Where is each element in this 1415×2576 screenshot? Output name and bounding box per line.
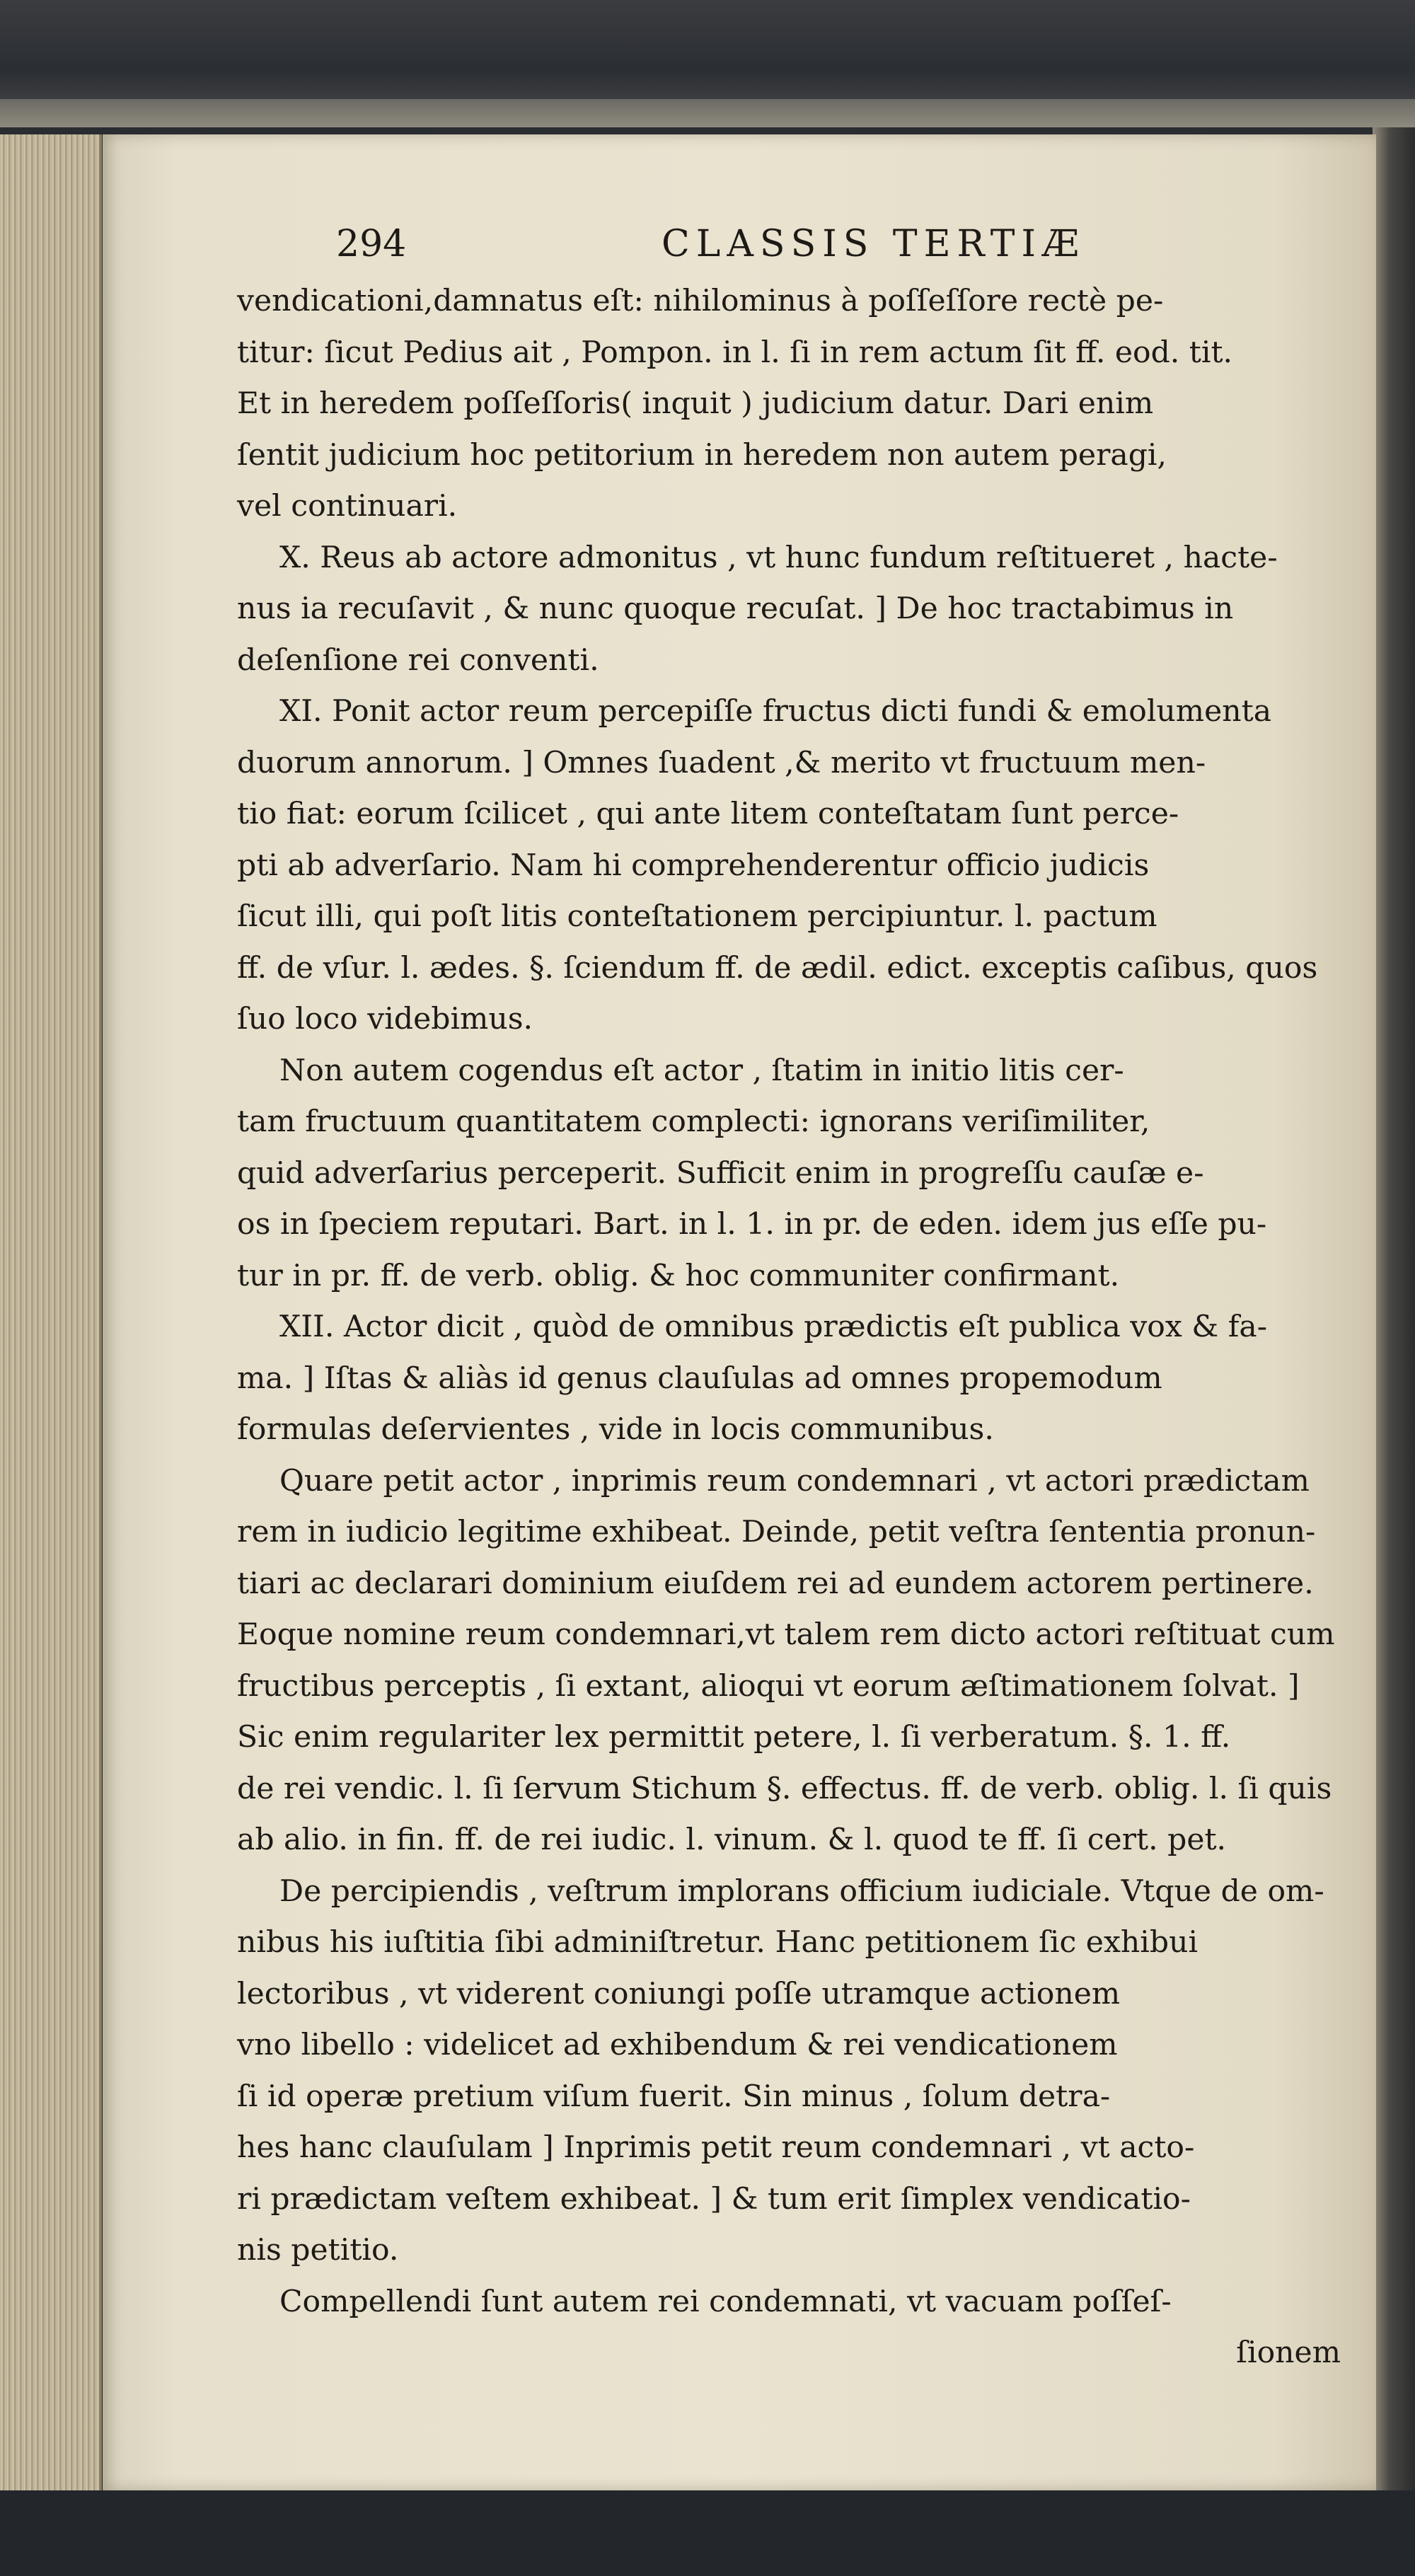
running-title: CLASSIS TERTIÆ — [662, 223, 1086, 265]
text-line: pti ab adverſario. Nam hi comprehenderentur officio judicis — [237, 848, 1150, 883]
text-line: Sic enim regulariter lex permittit petere, l. ſi verberatum. §. 1. ff. — [237, 1720, 1231, 1755]
text-line: ri prædictam veſtem exhibeat. ] & tum erit ſimplex vendicatio- — [237, 2181, 1191, 2217]
text-line: Quare petit actor , inprimis reum condemnari , vt actori prædictam — [279, 1463, 1310, 1498]
page-header — [237, 212, 1341, 276]
text-line: nibus his iuſtitia ſibi adminiſtretur. Hanc petitionem ſic exhibui — [237, 1925, 1199, 1960]
text-line: Et in heredem poſſeſſoris( inquit ) judicium datur. Dari enim — [237, 386, 1154, 421]
text-line: rem in iudicio legitime exhibeat. Deinde, petit veſtra ſententia pronun- — [237, 1515, 1316, 1549]
text-line: duorum annorum. ] Omnes ſuadent ,& merito vt fructuum men- — [237, 745, 1206, 780]
book-cover-bottom — [0, 2490, 1415, 2576]
text-line: tam fructuum quantitatem complecti: ignorans veriſimiliter, — [237, 1104, 1150, 1139]
text-line: ſicut illi, qui poſt litis conteſtationem percipiuntur. l. pactum — [237, 899, 1157, 934]
text-line: ma. ] Iſtas & aliàs id genus clauſulas ad omnes propemodum — [237, 1361, 1162, 1396]
text-line: XI. Ponit actor reum percepiſſe fructus dicti fundi & emolumenta — [279, 694, 1272, 729]
text-line: ſentit judicium hoc petitorium in heredem non autem peragi, — [237, 437, 1167, 473]
text-line: os in ſpeciem reputari. Bart. in l. 1. in pr. de eden. idem jus eſſe pu- — [237, 1207, 1267, 1242]
text-line: formulas deſervientes , vide in locis communibus. — [237, 1412, 994, 1447]
book-cover-top — [0, 0, 1415, 127]
page-content — [237, 212, 1341, 2379]
text-line: tiari ac declarari dominium eiuſdem rei ad eundem actorem pertinere. — [237, 1566, 1314, 1601]
text-line: nus ia recuſavit , & nunc quoque recuſat. ] De hoc tractabimus in — [237, 591, 1234, 626]
text-line: tio fiat: eorum ſcilicet , qui ante litem conteſtatam ſunt perce- — [237, 797, 1179, 831]
binding-shadow — [1373, 127, 1415, 2497]
text-line: lectoribus , vt viderent coniungi poſſe utramque actionem — [237, 1976, 1121, 2011]
text-line: nis petitio. — [237, 2233, 399, 2268]
text-line: XII. Actor dicit , quòd de omnibus prædictis eſt publica vox & fa- — [279, 1310, 1268, 1344]
text-line: fructibus perceptis , ſi extant, alioqui vt eorum æſtimationem ſolvat. ] — [237, 1668, 1300, 1704]
text-line: de rei vendic. l. ſi ſervum Stichum §. effectus. ff. de verb. oblig. l. ſi quis — [237, 1771, 1332, 1806]
page-number: 294 — [336, 223, 407, 265]
page-edges — [0, 134, 102, 2497]
text-line: vel continuari. — [237, 489, 458, 524]
text-line: Eoque nomine reum condemnari,vt talem rem dicto actori reſtituat cum — [237, 1617, 1335, 1652]
catchword: ſionem — [1236, 2335, 1341, 2370]
text-line: Compellendi ſunt autem rei condemnati, vt vacuam poſſeſ- — [279, 2284, 1172, 2319]
text-line: deſenſione rei conventi. — [237, 642, 599, 678]
text-line: hes hanc clauſulam ] Inprimis petit reum condemnari , vt acto- — [237, 2130, 1195, 2165]
text-line: Non autem cogendus eſt actor , ſtatim in initio litis cer- — [279, 1053, 1124, 1088]
text-line: ff. de vſur. l. ædes. §. ſciendum ff. de ædil. edict. exceptis caſibus, quos — [237, 950, 1318, 986]
text-line: titur: ſicut Pedius ait , Pompon. in l. ſi in rem actum ſit ff. eod. tit. — [237, 335, 1233, 370]
body-text — [237, 276, 1341, 2379]
text-line: ſi id operæ pretium viſum fuerit. Sin minus , ſolum detra- — [237, 2079, 1111, 2114]
text-line: ſuo loco videbimus. — [237, 1002, 533, 1036]
text-line: X. Reus ab actore admonitus , vt hunc fundum reſtitueret , hacte- — [279, 540, 1278, 575]
text-line: tur in pr. ff. de verb. oblig. & hoc communiter confirmant. — [237, 1258, 1120, 1293]
text-line: De percipiendis , veſtrum implorans officium iudiciale. Vtque de om- — [279, 1873, 1324, 1909]
text-line: vendicationi,damnatus eſt: nihilominus à poſſeſſore rectè pe- — [237, 284, 1164, 318]
text-line: quid adverſarius perceperit. Sufficit enim in progreſſu cauſæ e- — [237, 1155, 1204, 1191]
text-line: vno libello : videlicet ad exhibendum & rei vendicationem — [237, 2028, 1118, 2062]
book-page — [103, 134, 1376, 2490]
text-line: ab alio. in fin. ff. de rei iudic. l. vinum. & l. quod te ff. ſi cert. pet. — [237, 1823, 1227, 1857]
